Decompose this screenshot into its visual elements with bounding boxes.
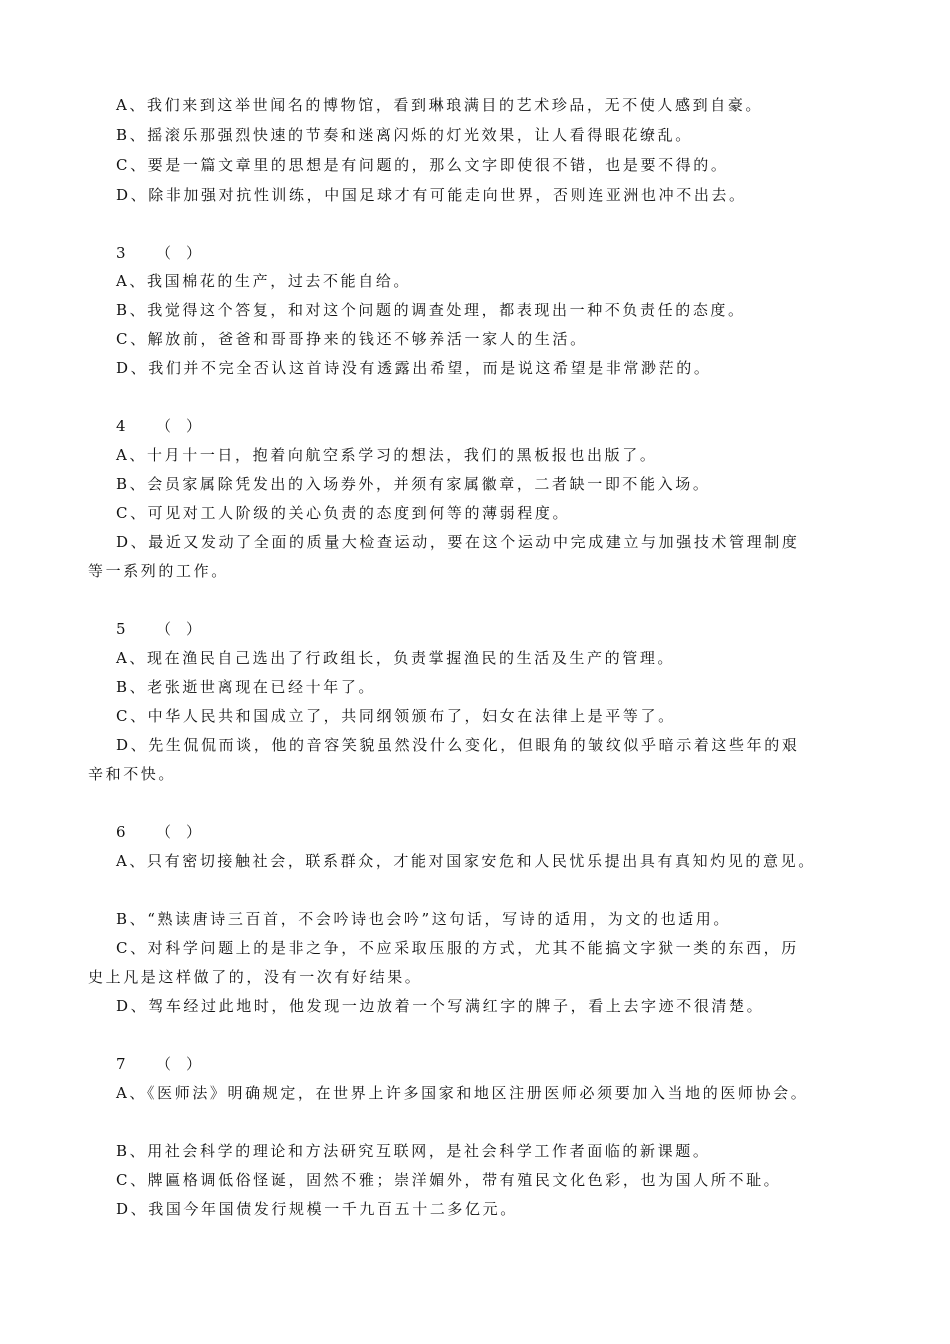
question-number: 4 bbox=[116, 417, 126, 435]
option-text: A、只有密切接触社会，联系群众，才能对国家安危和人民忧乐提出具有真知灼见的意见。 bbox=[116, 852, 816, 870]
option-text-continued: 等一系列的工作。 bbox=[88, 562, 229, 580]
option-text: B、老张逝世离现在已经十年了。 bbox=[116, 678, 377, 696]
option-text: D、除非加强对抗性训练，中国足球才有可能走向世界，否则连亚洲也冲不出去。 bbox=[116, 186, 747, 204]
option-text: C、中华人民共和国成立了，共同纲领颁布了，妇女在法律上是平等了。 bbox=[116, 707, 676, 725]
option-text: B、用社会科学的理论和方法研究互联网，是社会科学工作者面临的新课题。 bbox=[116, 1142, 711, 1160]
option-text: D、最近又发动了全面的质量大检查运动，要在这个运动中完成建立与加强技术管理制度 bbox=[116, 533, 800, 551]
option-text: C、牌匾格调低俗怪诞，固然不雅；崇洋媚外，带有殖民文化色彩，也为国人所不耻。 bbox=[116, 1171, 782, 1189]
option-text: C、对科学问题上的是非之争，不应采取压服的方式，尤其不能搞文字狱一类的东西，历 bbox=[116, 939, 799, 957]
option-text: A、我国棉花的生产，过去不能自给。 bbox=[116, 272, 412, 290]
option-text: B、会员家属除凭发出的入场券外，并须有家属徽章，二者缺一即不能入场。 bbox=[116, 475, 711, 493]
option-text: D、我国今年国债发行规模一千九百五十二多亿元。 bbox=[116, 1200, 518, 1218]
question-number: 7 bbox=[116, 1055, 126, 1073]
option-text-continued: 史上凡是这样做了的，没有一次有好结果。 bbox=[88, 968, 423, 986]
option-text: C、可见对工人阶级的关心负责的态度到何等的薄弱程度。 bbox=[116, 504, 571, 522]
option-text: C、要是一篇文章里的思想是有问题的，那么文字即使很不错，也是要不得的。 bbox=[116, 156, 729, 174]
question-header bbox=[116, 1055, 201, 1073]
answer-blank: （ ） bbox=[156, 620, 202, 638]
question-header bbox=[116, 244, 201, 262]
option-text: A、现在渔民自己选出了行政组长，负责掌握渔民的生活及生产的管理。 bbox=[116, 649, 676, 667]
option-text: D、我们并不完全否认这首诗没有透露出希望，而是说这希望是非常渺茫的。 bbox=[116, 359, 712, 377]
answer-blank: （ ） bbox=[156, 244, 202, 262]
question-header bbox=[116, 417, 201, 435]
option-text: D、先生侃侃而谈，他的音容笑貌虽然没什么变化，但眼角的皱纹似乎暗示着这些年的艰 bbox=[116, 736, 800, 754]
answer-blank: （ ） bbox=[156, 1055, 202, 1073]
question-number: 6 bbox=[116, 823, 126, 841]
option-text: A、我们来到这举世闻名的博物馆，看到琳琅满目的艺术珍品，无不使人感到自豪。 bbox=[116, 96, 764, 114]
option-text-continued: 辛和不快。 bbox=[88, 765, 177, 783]
answer-blank: （ ） bbox=[156, 823, 202, 841]
answer-blank: （ ） bbox=[156, 417, 202, 435]
option-text: B、我觉得这个答复，和对这个问题的调查处理，都表现出一种不负责任的态度。 bbox=[116, 301, 746, 319]
option-text: C、解放前，爸爸和哥哥挣来的钱还不够养活一家人的生活。 bbox=[116, 330, 588, 348]
option-text: A、《医师法》明确规定，在世界上许多国家和地区注册医师必须要加入当地的医师协会。 bbox=[116, 1084, 809, 1102]
question-number: 5 bbox=[116, 620, 126, 638]
option-text: B、“熟读唐诗三百首，不会吟诗也会吟”这句话，写诗的适用，为文的也适用。 bbox=[116, 910, 731, 928]
option-text: D、驾车经过此地时，他发现一边放着一个写满红字的牌子，看上去字迹不很清楚。 bbox=[116, 997, 765, 1015]
question-header bbox=[116, 823, 201, 841]
option-text: A、十月十一日，抱着向航空系学习的想法，我们的黑板报也出版了。 bbox=[116, 446, 658, 464]
question-header bbox=[116, 620, 201, 638]
question-number: 3 bbox=[116, 244, 126, 262]
option-text: B、摇滚乐那强烈快速的节奏和迷离闪烁的灯光效果，让人看得眼花缭乱。 bbox=[116, 126, 693, 144]
